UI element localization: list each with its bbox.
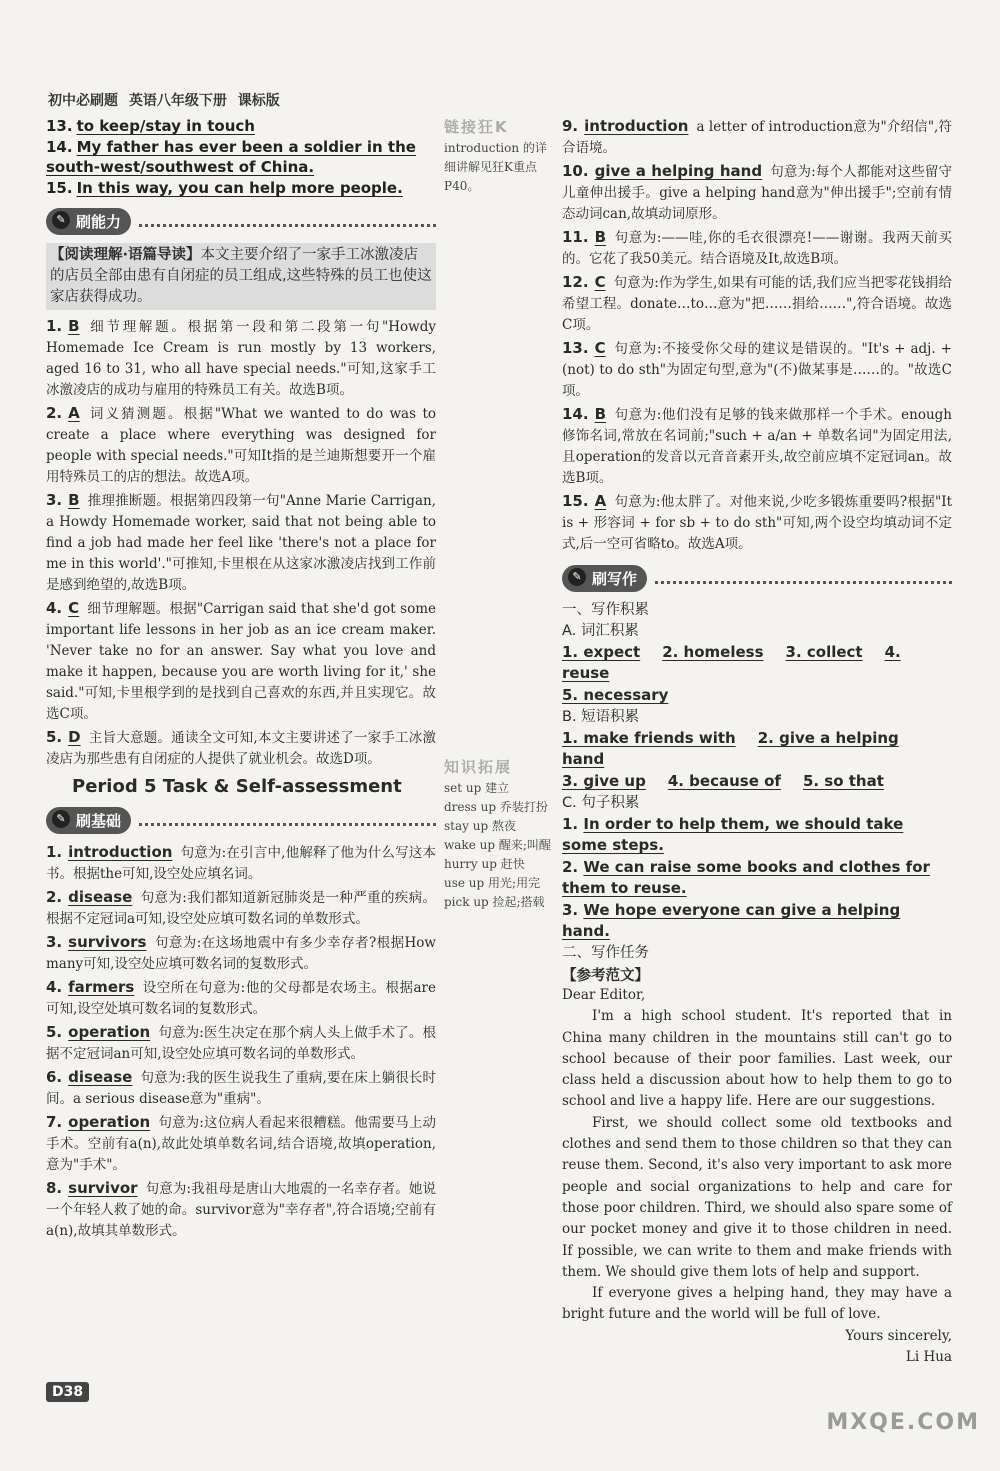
writing-part1-heading: 一、写作积累 xyxy=(562,602,649,618)
sentence-item: 1. In order to help them, we should take some steps. xyxy=(562,815,904,854)
basics-item: 4. farmers 设空所在句意为:他的父母都是农场主。根据are可知,设空处填可数名词的复数形式。 xyxy=(46,978,436,1017)
basics-badge: ✎ 刷基础 xyxy=(46,807,131,834)
pen-icon: ✎ xyxy=(52,810,70,828)
letter-signature: Li Hua xyxy=(905,1349,952,1366)
basics-item: 12. C 句意为:作为学生,如果有可能的话,我们应当把零花钱捐给希望工程。donate…to…意为"把……捐给……",符合语境。故选C项。 xyxy=(562,273,952,333)
reference-tag: 【参考范文】 xyxy=(562,968,649,984)
page-header xyxy=(48,90,280,110)
answer-line: 13. to keep/stay in touch xyxy=(46,117,255,135)
reading-item: 4. C 细节理解题。根据"Carrigan said that she'd got some important life lessons in her job as an ice cream maker. 'Never take no for an answer. Say what you love and make it happen, because you are worth living for it,' she said."可知,卡里根学到的是找到自己喜欢的东西,并且实现它。故选C项。 xyxy=(46,599,436,722)
watermark: MXQE.COM xyxy=(826,1410,980,1435)
sidenote-item: dress up 乔装打扮 xyxy=(444,800,548,814)
pen-icon: ✎ xyxy=(568,568,586,586)
page-number: D38 xyxy=(46,1382,89,1402)
pen-icon: ✎ xyxy=(52,211,70,229)
letter-paragraph: If everyone gives a helping hand, they may have a bright future and the world will be full of love. xyxy=(562,1285,952,1323)
sample-letter xyxy=(562,985,952,1368)
vocab-row: 5. necessary xyxy=(562,686,669,704)
letter-paragraph: I'm a high school student. It's reported that in China many children in the mountains still can't go to school because of their poor families. Last week, our class held a discussion about how to help them to go to school and live a happy life. Here are our suggestions. xyxy=(562,1008,952,1110)
side-notes xyxy=(444,116,556,912)
letter-closing: Yours sincerely, xyxy=(845,1327,952,1344)
sidenote-link-text: introduction 的详细讲解见狂K重点P40。 xyxy=(444,141,547,193)
sidenote-item: hurry up 赶快 xyxy=(444,857,525,871)
sentence-item: 3. We hope everyone can give a helping hand. xyxy=(562,901,901,940)
reading-item: 1. B 细节理解题。根据第一段和第二段第一句"Howdy Homemade Ice Cream is run mostly by 13 workers, aged 16 to 31, who all have special needs."可知,这家手工冰激凌店的成功与雇用的特殊员工有关。故选B项。 xyxy=(46,317,436,398)
dotted-divider xyxy=(655,573,952,584)
answer-line: 14. My father has ever been a soldier in the south-west/southwest of China. xyxy=(46,138,416,176)
basics-item: 6. disease 句意为:我的医生说我生了重病,要在床上躺很长时间。a serious disease意为"重病"。 xyxy=(46,1068,436,1107)
phrase-row: 1. make friends with 2. give a helping hand xyxy=(562,729,899,768)
basics-item: 14. B 句意为:他们没有足够的钱来做那样一个手术。enough修饰名词,常放在名词前;"such + a/an + 单数名词"为固定用法,且operation的发音以元音音素开头,故空前应填不定冠词an。故选B项。 xyxy=(562,405,952,486)
sidenote-item: set up 建立 xyxy=(444,781,510,795)
phrase-row: 3. give up 4. because of 5. so that xyxy=(562,772,884,790)
header-edition: 课标版 xyxy=(237,93,280,109)
period-title: Period 5 Task & Self-assessment xyxy=(72,776,402,797)
basics-item: 8. survivor 句意为:我祖母是唐山大地震的一名幸存者。她说一个年轻人救了她的命。survivor意为"幸存者",符合语境;空前有a(n),故填其单数形式。 xyxy=(46,1179,436,1239)
answer-line: 15. In this way, you can help more people. xyxy=(46,179,403,197)
letter-salutation: Dear Editor, xyxy=(562,987,646,1003)
sidenote-link-title: 链接狂K xyxy=(444,118,509,136)
sidenote-item: pick up 捡起;搭载 xyxy=(444,895,545,909)
writing-part2-heading: 二、写作任务 xyxy=(562,945,649,961)
basics-item: 1. introduction 句意为:在引言中,他解释了他为什么写这本书。根据the可知,设空处应填名词。 xyxy=(46,843,436,882)
reading-item: 2. A 词义猜测题。根据"What we wanted to do was to create a place where everything was designed for people with special needs."可知It指的是兰迪斯想要开一个雇用特殊员工的店的想法。故选A项。 xyxy=(46,404,436,485)
sentence-item: 2. We can raise some books and clothes for them to reuse. xyxy=(562,858,930,897)
dotted-divider xyxy=(139,216,436,227)
writing-section-header xyxy=(562,565,952,592)
basics-item: 10. give a helping hand 句意为:每个人都能对这些留守儿童伸出援手。give a helping hand意为"伸出援手";空前有情态动词can,故填动词原形。 xyxy=(562,162,952,222)
writing-badge: ✎ 刷写作 xyxy=(562,565,647,592)
letter-paragraph: First, we should collect some old textbooks and clothes and send them to those children so that they can reuse them. Second, it's also very important to ask more people and social organizations to help and care for those poor children. Third, we should also spare some of our pocket money and give it to those children in need. If possible, we can write to them and make friends with them. We should give them lots of help and support. xyxy=(562,1114,952,1280)
ability-badge: ✎ 刷能力 xyxy=(46,208,131,235)
basics-item: 13. C 句意为:不接受你父母的建议是错误的。"It's + adj. + (not) to do sth"为固定句型,意为"(不)做某事是……的。"故选C项。 xyxy=(562,339,952,399)
header-series: 初中必刷题 xyxy=(48,93,118,109)
reading-item: 3. B 推理推断题。根据第四段第一句"Anne Marie Carrigan, a Howdy Homemade worker, said that not being able to find a job had made her feel like 'there's not a place for me in this world'."可推知,卡里根在从这家冰激凌店找到工作前是感到绝望的,故选B项。 xyxy=(46,491,436,593)
sidenote-item: use up 用光;用完 xyxy=(444,876,541,890)
vocab-heading: A. 词汇积累 xyxy=(562,623,639,639)
phrase-heading: B. 短语积累 xyxy=(562,709,640,725)
basics-item: 7. operation 句意为:这位病人看起来很糟糕。他需要马上动手术。空前有a(n),故此处填单数名词,结合语境,故填operation,意为"手术"。 xyxy=(46,1113,436,1173)
vocab-row: 1. expect 2. homeless 3. collect 4. reuse xyxy=(562,643,901,682)
left-column xyxy=(46,116,436,1244)
sidenote-item: stay up 熬夜 xyxy=(444,819,516,833)
sentence-heading: C. 句子积累 xyxy=(562,795,640,811)
ability-section-header xyxy=(46,208,436,235)
basics-section-header xyxy=(46,807,436,834)
right-column xyxy=(562,116,952,1368)
dotted-divider xyxy=(139,815,436,826)
basics-item: 5. operation 句意为:医生决定在那个病人头上做手术了。根据不定冠词an可知,设空处应填可数名词的单数形式。 xyxy=(46,1023,436,1062)
reading-item: 5. D 主旨大意题。通读全文可知,本文主要讲述了一家手工冰激凌店为那些患有自闭症的人提供了就业机会。故选D项。 xyxy=(46,728,436,767)
basics-item: 9. introduction a letter of introduction意为"介绍信",符合语境。 xyxy=(562,117,952,156)
reading-guide: 【阅读理解·语篇导读】本文主要介绍了一家手工冰激凌店的店员全部由患有自闭症的员工组成,这些特殊的员工也使这家店获得成功。 xyxy=(46,243,436,310)
basics-item: 11. B 句意为:——哇,你的毛衣很漂亮!——谢谢。我两天前买的。它花了我50美元。结合语境及It,故选B项。 xyxy=(562,228,952,267)
sidenote-knowledge-title: 知识拓展 xyxy=(444,758,513,776)
basics-item: 15. A 句意为:他太胖了。对他来说,少吃多锻炼重要吗?根据"It is + 形容词 + for sb + to do sth"可知,两个设空均填动词不定式,后一空可省略to。故选A项。 xyxy=(562,492,952,552)
basics-item: 3. survivors 句意为:在这场地震中有多少幸存者?根据How many可知,设空处应填可数名词的复数形式。 xyxy=(46,933,436,972)
basics-item: 2. disease 句意为:我们都知道新冠肺炎是一种严重的疾病。根据不定冠词a可知,设空处应填可数名词的单数形式。 xyxy=(46,888,436,927)
sidenote-item: wake up 醒来;叫醒 xyxy=(444,838,551,852)
header-subject: 英语八年级下册 xyxy=(128,93,227,109)
